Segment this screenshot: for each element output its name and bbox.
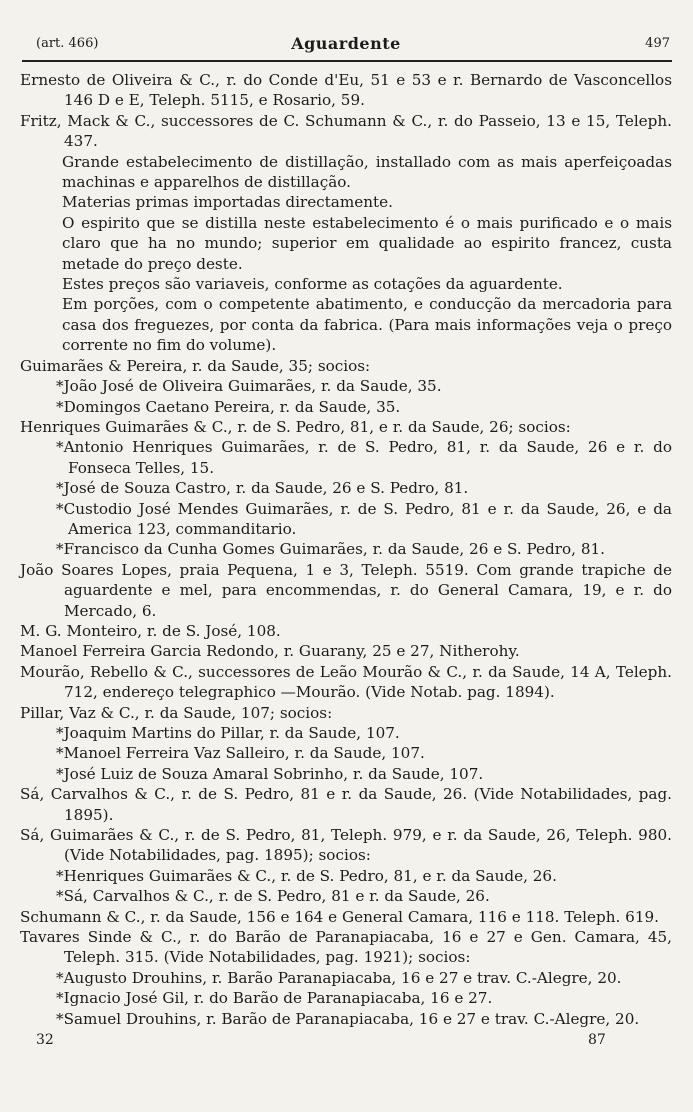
entry-paragraph: Em porções, com o competente abatimento, e conducção da mercadoria para casa dos freguezes, por conta da fabrica. (Para mais informações veja o preço corrente no fim do volume).: [62, 295, 672, 355]
partner-entry: *Manoel Ferreira Vaz Salleiro, r. da Saude, 107.: [56, 744, 425, 763]
partner-entry: *Domingos Caetano Pereira, r. da Saude, 35.: [56, 397, 401, 416]
partner-entry: *Samuel Drouhins, r. Barão de Paranapiacaba, 16 e 27 e trav. C.-Alegre, 20.: [56, 1009, 640, 1028]
page-number: 497: [645, 36, 670, 51]
entry-paragraph: Grande estabelecimento de distillação, installado com as mais aperfeiçoadas machinas e apparelhos de distillação.: [62, 152, 672, 192]
page-title: Aguardente: [291, 34, 401, 53]
article-reference: (art. 466): [36, 36, 99, 51]
firm-entry: Ernesto de Oliveira & C., r. do Conde d'Eu, 51 e 53 e r. Bernardo de Vasconcellos 146 D e E, Teleph. 5115, e Rosario, 59.: [20, 71, 672, 110]
firm-entry: Manoel Ferreira Garcia Redondo, r. Guarany, 25 e 27, Nitherohy.: [20, 642, 520, 661]
partner-entry: *Francisco da Cunha Gomes Guimarães, r. da Saude, 26 e S. Pedro, 81.: [56, 540, 605, 559]
firm-entry: Mourão, Rebello & C., successores de Leão Mourão & C., r. da Saude, 14 A, Teleph. 712, endereço telegraphico —Mourão. (Vide Notab. pag. 1894).: [20, 662, 672, 702]
partner-entry: *Custodio José Mendes Guimarães, r. de S. Pedro, 81 e r. da Saude, 26, e da America 123, commanditario.: [56, 499, 672, 538]
partner-entry: *Henriques Guimarães & C., r. de S. Pedro, 81, e r. da Saude, 26.: [56, 866, 557, 885]
firm-entry: Schumann & C., r. da Saude, 156 e 164 e General Camara, 116 e 118. Teleph. 619.: [20, 907, 659, 926]
firm-entry: Sá, Guimarães & C., r. de S. Pedro, 81, Teleph. 979, e r. da Saude, 26, Teleph. 980. (Vide Notabilidades, pag. 1895); socios:: [20, 826, 672, 865]
entry-paragraph: Materias primas importadas directamente.: [62, 193, 393, 212]
partner-entry: *Joaquim Martins do Pillar, r. da Saude, 107.: [56, 724, 400, 742]
signature-mark: 32: [36, 1032, 54, 1048]
partner-entry: *José de Souza Castro, r. da Saude, 26 e S. Pedro, 81.: [56, 479, 469, 498]
partner-entry: *Sá, Carvalhos & C., r. de S. Pedro, 81 e r. da Saude, 26.: [56, 887, 490, 906]
partner-entry: *Augusto Drouhins, r. Barão Paranapiacaba, 16 e 27 e trav. C.-Alegre, 20.: [56, 968, 622, 987]
header-rule: [22, 60, 672, 62]
partner-entry: *José Luiz de Souza Amaral Sobrinho, r. da Saude, 107.: [56, 764, 484, 783]
firm-entry: Pillar, Vaz & C., r. da Saude, 107; socios:: [20, 703, 333, 722]
firm-entry: Guimarães & Pereira, r. da Saude, 35; socios:: [20, 356, 371, 375]
directory-listing: [20, 70, 672, 1029]
partner-entry: *João José de Oliveira Guimarães, r. da Saude, 35.: [56, 377, 442, 396]
firm-entry: Fritz, Mack & C., successores de C. Schumann & C., r. do Passeio, 13 e 15, Teleph. 437.: [20, 111, 672, 151]
firm-entry: Tavares Sinde & C., r. do Barão de Paranapiacaba, 16 e 27 e Gen. Camara, 45, Teleph. 315. (Vide Notabilidades, pag. 1921); socios:: [20, 928, 672, 967]
entry-paragraph: Estes preços são variaveis, conforme as cotações da aguardente.: [62, 275, 563, 294]
partner-entry: *Ignacio José Gil, r. do Barão de Paranapiacaba, 16 e 27.: [56, 989, 493, 1008]
partner-entry: *Antonio Henriques Guimarães, r. de S. Pedro, 81, r. da Saude, 26 e r. do Fonseca Telles, 15.: [56, 438, 672, 477]
footer: [0, 1032, 693, 1052]
firm-entry: João Soares Lopes, praia Pequena, 1 e 3, Teleph. 5519. Com grande trapiche de aguardente e mel, para encommendas, r. do General Camara, 19, e r. do Mercado, 6.: [20, 560, 672, 620]
sheet-number: 87: [588, 1032, 606, 1048]
firm-entry: Henriques Guimarães & C., r. de S. Pedro, 81, e r. da Saude, 26; socios:: [20, 417, 571, 436]
firm-entry: M. G. Monteiro, r. de S. José, 108.: [20, 621, 281, 640]
entry-paragraph: O espirito que se distilla neste estabelecimento é o mais purificado e o mais claro que ha no mundo; superior em qualidade ao espirito francez, custa metade do preço deste.: [62, 213, 672, 273]
running-header: [20, 34, 672, 58]
firm-entry: Sá, Carvalhos & C., r. de S. Pedro, 81 e r. da Saude, 26. (Vide Notabilidades, pag. 1895).: [20, 785, 672, 824]
